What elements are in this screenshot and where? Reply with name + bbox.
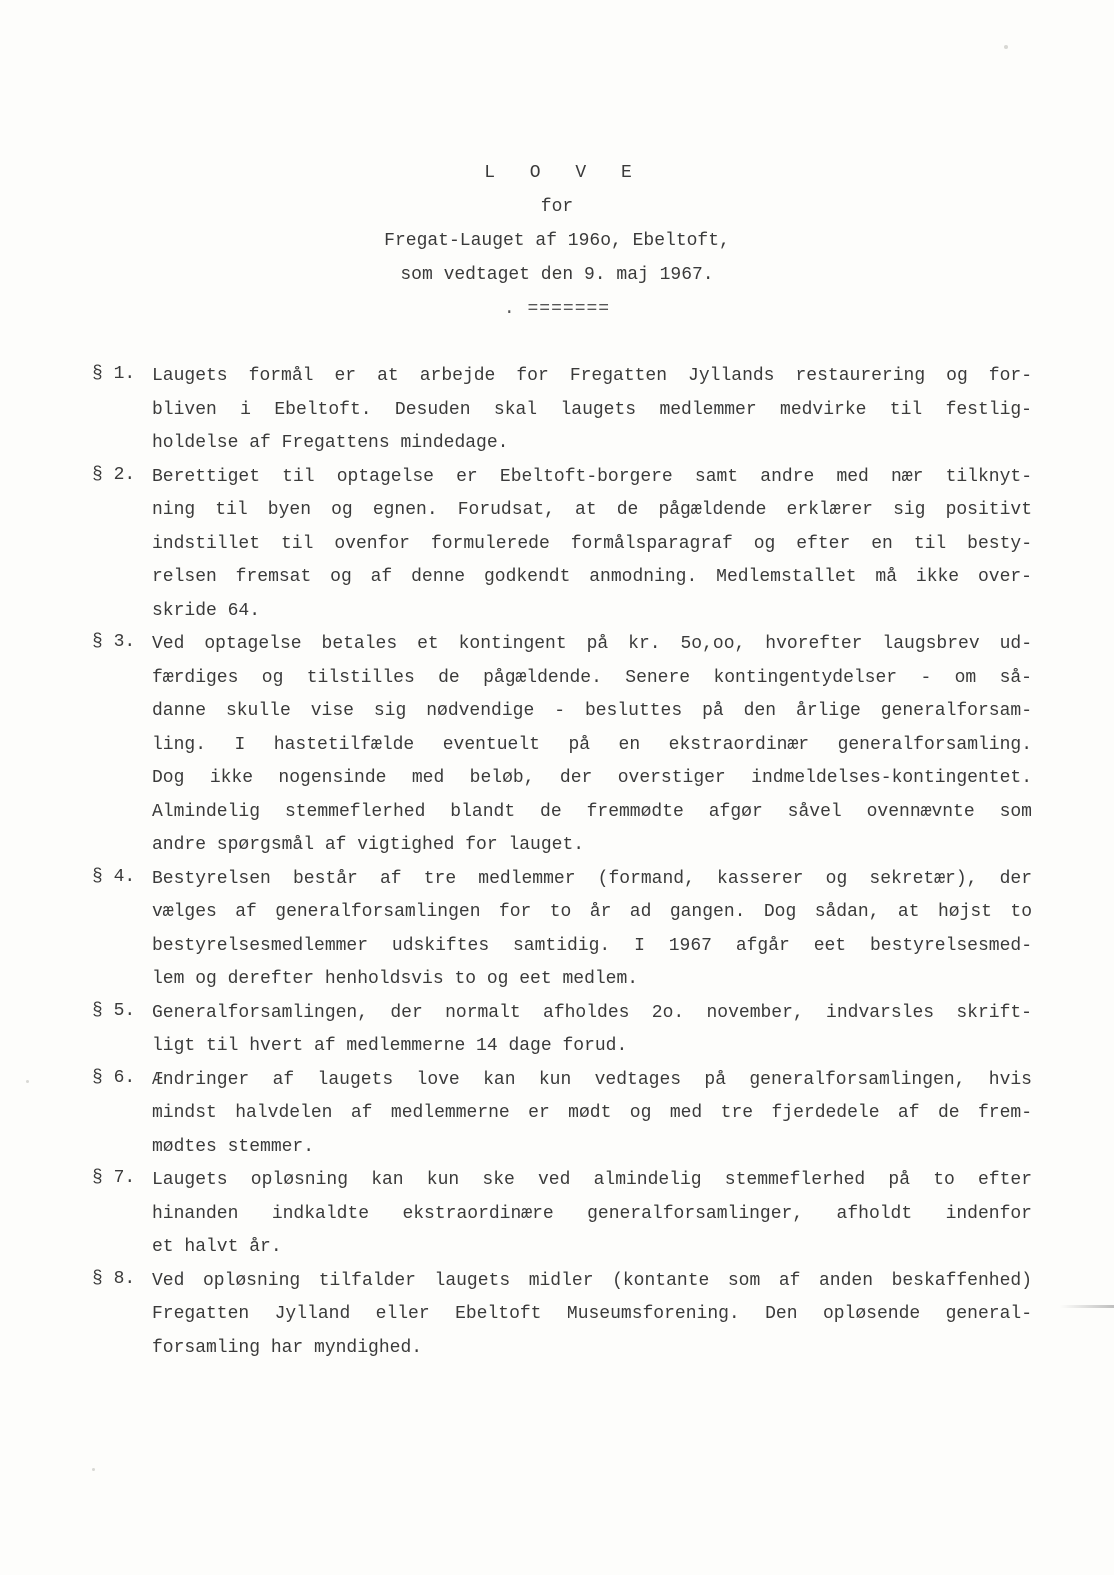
- section-3: [0, 632, 1114, 867]
- section-text-line: danne skulle vise sig nødvendige - besluttes på den årlige generalforsam-: [152, 701, 1032, 721]
- bylaw-sections: [0, 364, 1114, 1369]
- section-4: [0, 867, 1114, 1001]
- section-number: § 8.: [92, 1268, 136, 1289]
- section-7: [0, 1168, 1114, 1269]
- section-text-line: Berettiget til optagelse er Ebeltoft-borgere samt andre med nær tilknyt-: [152, 466, 1032, 487]
- section-number: § 3.: [92, 632, 136, 652]
- paper-edge-mark: [1060, 1305, 1114, 1308]
- section-text-line: ling. I hastetilfælde eventuelt på en ekstraordinær generalforsamling.: [152, 734, 1032, 755]
- paper-speck: [26, 1080, 29, 1083]
- section-text-line: vælges af generalforsamlingen for to år ad gangen. Dog sådan, at højst to: [152, 902, 1032, 922]
- paper-speck: [1004, 45, 1008, 49]
- section-number: § 6.: [92, 1067, 136, 1088]
- organisation-name: Fregat-Lauget af 196o, Ebeltoft,: [384, 231, 730, 251]
- section-text-line: bestyrelsesmedlemmer udskiftes samtidig. I 1967 afgår eet bestyrelsesmed-: [152, 935, 1032, 956]
- section-text-line: Ved optagelse betales et kontingent på kr. 5o,oo, hvorefter laugsbrev ud-: [152, 634, 1032, 654]
- paper-speck: [92, 1468, 95, 1471]
- title-underline: . =======: [503, 299, 611, 319]
- section-text-line: færdiges og tilstilles de pågældende. Senere kontingentydelser - om så-: [152, 667, 1032, 688]
- section-number: § 2.: [92, 464, 136, 485]
- section-text-line: ning til byen og egnen. Forudsat, at de pågældende erklærer sig positivt: [152, 500, 1032, 520]
- section-text-line: Fregatten Jylland eller Ebeltoft Museumsforening. Den opløsende general-: [152, 1304, 1032, 1324]
- section-6: [0, 1068, 1114, 1169]
- section-number: § 7.: [92, 1168, 136, 1188]
- section-text-line: relsen fremsat og af denne godkendt anmodning. Medlemstallet må ikke over-: [152, 567, 1032, 587]
- section-text-line: indstillet til ovenfor formulerede formålsparagraf og efter en til besty-: [152, 533, 1032, 554]
- section-8: [0, 1269, 1114, 1370]
- document-title: L O V E: [484, 163, 644, 183]
- section-text-line: Generalforsamlingen, der normalt afholdes 2o. november, indvarsles skrift-: [152, 1002, 1032, 1023]
- section-text-line: andre spørgsmål af vigtighed for lauget.: [152, 835, 585, 855]
- title-for: for: [540, 197, 574, 217]
- section-text-line: ligt til hvert af medlemmerne 14 dage forud.: [152, 1036, 628, 1056]
- section-text-line: mødtes stemmer.: [152, 1136, 315, 1157]
- section-text-line: Dog ikke nogensinde med beløb, der overstiger indmeldelses-kontingentet.: [152, 768, 1032, 788]
- section-text-line: Ændringer af laugets love kan kun vedtages på generalforsamlingen, hvis: [152, 1069, 1032, 1090]
- section-text-line: skride 64.: [152, 600, 261, 621]
- section-number: § 4.: [92, 866, 136, 887]
- section-text-line: mindst halvdelen af medlemmerne er mødt og med tre fjerdedele af de frem-: [152, 1103, 1032, 1123]
- section-1: [0, 364, 1114, 465]
- section-text-line: Almindelig stemmeflerhed blandt de fremmødte afgør såvel ovennævnte som: [152, 801, 1032, 822]
- section-text-line: forsamling har myndighed.: [152, 1337, 423, 1358]
- section-text-line: Bestyrelsen består af tre medlemmer (formand, kasserer og sekretær), der: [152, 868, 1032, 889]
- section-text-line: holdelse af Fregattens mindedage.: [152, 433, 509, 453]
- section-text-line: hinanden indkaldte ekstraordinære generalforsamlinger, afholdt indenfor: [152, 1203, 1032, 1224]
- section-text-line: lem og derefter henholdsvis to og eet medlem.: [152, 969, 639, 989]
- section-2: [0, 465, 1114, 633]
- section-number: § 1.: [92, 364, 136, 384]
- adoption-date: som vedtaget den 9. maj 1967.: [400, 265, 714, 285]
- section-text-line: Laugets opløsning kan kun ske ved almindelig stemmeflerhed på to efter: [152, 1170, 1032, 1190]
- section-text-line: Ved opløsning tilfalder laugets midler (kontante som af anden beskaffenhed): [152, 1270, 1032, 1291]
- section-text-line: bliven i Ebeltoft. Desuden skal laugets medlemmer medvirke til festlig-: [152, 399, 1032, 420]
- section-5: [0, 1001, 1114, 1068]
- section-text-line: Laugets formål er at arbejde for Fregatten Jyllands restaurering og for-: [152, 366, 1032, 386]
- section-text-line: et halvt år.: [152, 1237, 282, 1257]
- section-number: § 5.: [92, 1000, 136, 1021]
